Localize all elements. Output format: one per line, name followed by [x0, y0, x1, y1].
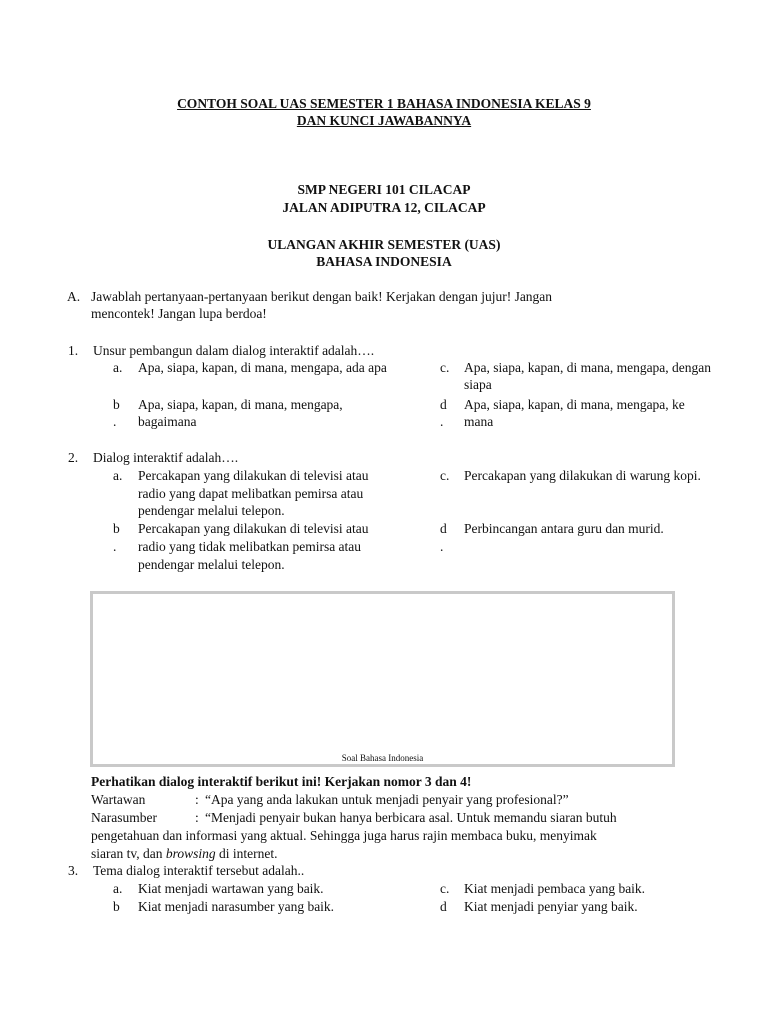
dialog-speaker-wartawan: Wartawan	[91, 792, 146, 807]
dialog-narasumber-line3-italic: browsing	[165, 846, 216, 861]
document-title-line2: DAN KUNCI JAWABANNYA	[296, 113, 472, 128]
q1-option-c-line2: siapa	[464, 377, 492, 392]
question-1-number: 1.	[68, 343, 79, 358]
q3-option-c-letter: c.	[440, 881, 450, 896]
dialog-narasumber-line3-b: di internet.	[215, 846, 278, 861]
document-title-line1: CONTOH SOAL UAS SEMESTER 1 BAHASA INDONESIA KELAS 9	[177, 96, 591, 111]
dialog-wartawan-text: “Apa yang anda lakukan untuk menjadi penyair yang profesional?”	[205, 792, 569, 807]
dialog-narasumber-line3	[91, 845, 277, 862]
q1-option-c-line1: Apa, siapa, kapan, di mana, mengapa, dengan	[464, 360, 712, 375]
dialog-narasumber-line2: pengetahuan dan informasi yang aktual. Sehingga juga harus rajin membaca buku, menyimak	[91, 828, 597, 843]
exam-name: ULANGAN AKHIR SEMESTER (UAS)	[267, 237, 501, 252]
dialog-narasumber-line1: “Menjadi penyair bukan hanya berbicara asal. Untuk memandu siaran butuh	[205, 810, 617, 825]
q3-option-d-letter: d	[440, 899, 447, 914]
q2-option-d-letter: d	[440, 521, 447, 536]
question-2-text: Dialog interaktif adalah….	[93, 450, 239, 465]
dialog-speaker-wartawan-colon: :	[195, 792, 199, 807]
q2-option-a-letter: a.	[113, 468, 123, 483]
q3-option-a-text: Kiat menjadi wartawan yang baik.	[138, 881, 324, 896]
q1-option-b-letter: b	[113, 397, 120, 412]
q2-option-b-dot: .	[113, 539, 117, 554]
q1-option-b-line1: Apa, siapa, kapan, di mana, mengapa,	[138, 397, 343, 412]
q1-option-a-letter: a.	[113, 360, 123, 375]
question-1-text: Unsur pembangun dalam dialog interaktif adalah….	[93, 343, 375, 358]
school-address: JALAN ADIPUTRA 12, CILACAP	[282, 200, 486, 215]
figure-caption: Soal Bahasa Indonesia	[341, 753, 424, 763]
q1-option-a-text: Apa, siapa, kapan, di mana, mengapa, ada apa	[138, 360, 387, 375]
dialog-speaker-narasumber-colon: :	[195, 810, 199, 825]
q3-option-d-text: Kiat menjadi penyiar yang baik.	[464, 899, 638, 914]
q2-option-b-line2: radio yang tidak melibatkan pemirsa atau	[138, 539, 362, 554]
question-2-number: 2.	[68, 450, 79, 465]
school-name: SMP NEGERI 101 CILACAP	[297, 182, 471, 197]
q3-option-b-text: Kiat menjadi narasumber yang baik.	[138, 899, 335, 914]
q2-option-b-line1: Percakapan yang dilakukan di televisi atau	[138, 521, 369, 536]
question-3-text: Tema dialog interaktif tersebut adalah..	[93, 863, 305, 878]
q1-option-d-dot: .	[440, 414, 444, 429]
q1-option-b-line2: bagaimana	[138, 414, 197, 429]
figure-frame	[90, 591, 675, 767]
dialog-speaker-narasumber: Narasumber	[91, 810, 157, 825]
q1-option-d-line1: Apa, siapa, kapan, di mana, mengapa, ke	[464, 397, 685, 412]
q2-option-c-letter: c.	[440, 468, 450, 483]
section-a-instruction-line1: Jawablah pertanyaan-pertanyaan berikut dengan baik! Kerjakan dengan jujur! Jangan	[91, 289, 553, 304]
q2-option-c-text: Percakapan yang dilakukan di warung kopi.	[464, 468, 701, 483]
dialog-heading: Perhatikan dialog interaktif berikut ini! Kerjakan nomor 3 dan 4!	[91, 774, 472, 789]
q1-option-d-line2: mana	[464, 414, 494, 429]
q1-option-b-dot: .	[113, 414, 117, 429]
q2-option-a-line2: radio yang dapat melibatkan pemirsa atau	[138, 486, 364, 501]
q2-option-b-letter: b	[113, 521, 120, 536]
dialog-narasumber-line3-a: siaran tv, dan	[91, 846, 166, 861]
section-a-instruction-line2: mencontek! Jangan lupa berdoa!	[91, 306, 267, 321]
q2-option-b-line3: pendengar melalui telepon.	[138, 557, 285, 572]
q1-option-d-letter: d	[440, 397, 447, 412]
q2-option-a-line3: pendengar melalui telepon.	[138, 503, 285, 518]
q3-option-a-letter: a.	[113, 881, 123, 896]
q2-option-a-line1: Percakapan yang dilakukan di televisi atau	[138, 468, 369, 483]
exam-subject: BAHASA INDONESIA	[316, 254, 452, 269]
q2-option-d-text: Perbincangan antara guru dan murid.	[464, 521, 664, 536]
question-3-number: 3.	[68, 863, 79, 878]
q2-option-d-dot: .	[440, 539, 444, 554]
q3-option-b-letter: b	[113, 899, 120, 914]
q3-option-c-text: Kiat menjadi pembaca yang baik.	[464, 881, 646, 896]
q1-option-c-letter: c.	[440, 360, 450, 375]
section-a-marker: A.	[67, 289, 81, 304]
